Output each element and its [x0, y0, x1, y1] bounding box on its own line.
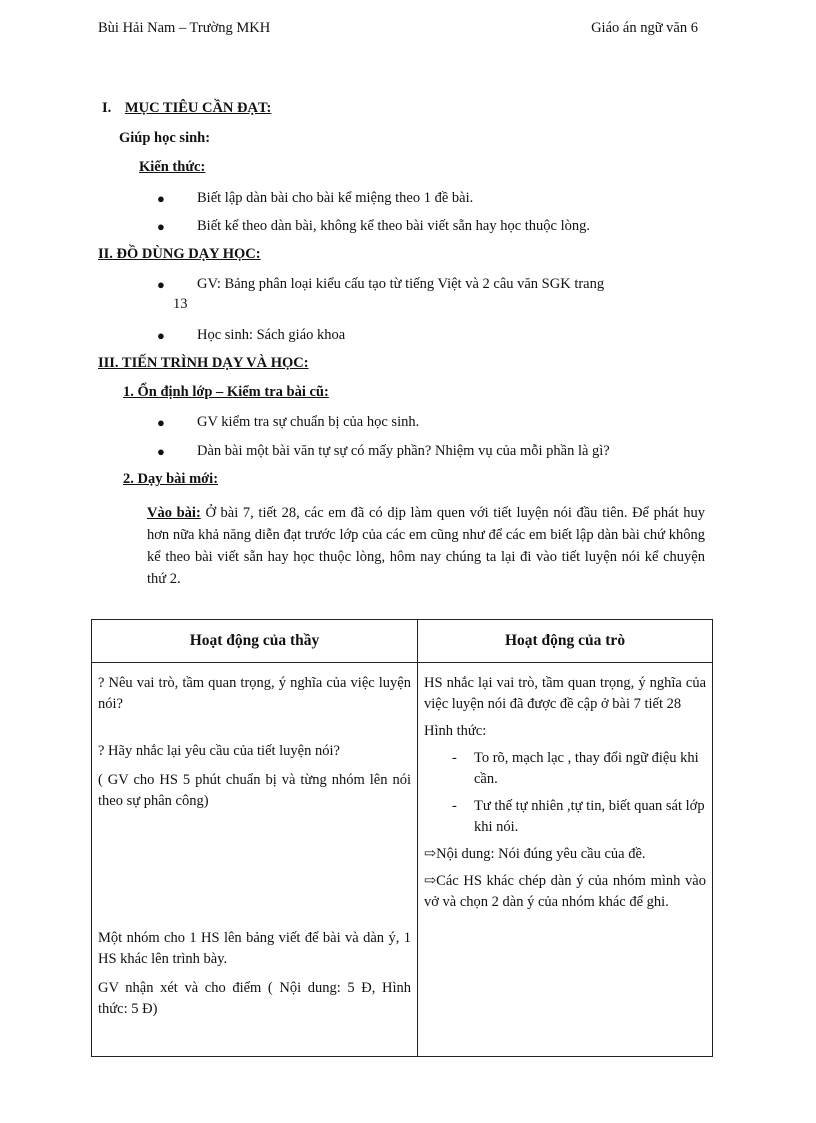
list-item: ● Dàn bài một bài văn tự sự có mấy phần? Nhiệm vụ của mỗi phần là gì? [197, 441, 717, 462]
bullet-icon: ● [157, 191, 165, 206]
bullet-icon: ● [157, 415, 165, 430]
table-row: GV nhận xét và cho điểm ( Nội dung: 5 Đ, Hình thức: 5 Đ) [98, 980, 411, 1017]
list-item: - To rõ, mạch lạc , thay đổi ngữ điệu khi cần. [452, 750, 699, 787]
bullet-icon: ● [157, 328, 165, 343]
section1-title: MỤC TIÊU CẦN ĐẠT: [124, 100, 272, 116]
section1-sub: Kiến thức: [139, 159, 206, 175]
section3-sub2: 2. Dạy bài mới: [123, 471, 219, 487]
header-title: Giáo án ngữ văn 6 [591, 20, 698, 36]
table-row: Một nhóm cho 1 HS lên bảng viết để bài và dàn ý, 1 HS khác lên trình bày. [98, 930, 411, 967]
list-item-continuation: 13 [173, 296, 188, 312]
column-header-student: Hoạt động của trò [418, 620, 713, 663]
bullet-icon: ● [157, 277, 165, 292]
section2-title: II. ĐỒ DÙNG DẠY HỌC: [98, 246, 261, 262]
table-row: ? Hãy nhắc lại yêu cầu của tiết luyện nói? [98, 743, 340, 759]
intro-text: Ở bài 7, tiết 28, các em đã có dịp làm quen với tiết luyện nói đầu tiên. Để phát huy hơn nữa khả năng diễn đạt trước lớp của các em cũng như để các em biết lập dàn bài chứ không kể theo bài viết sẵn hay học thuộc lòng, hôm nay chúng ta lại đi vào tiết luyện nói kể chuyện thứ 2. [147, 505, 705, 587]
table-row: HS nhắc lại vai trò, tầm quan trọng, ý nghĩa của việc luyện nói đã được đề cập ở bài 7 tiết 28 [424, 675, 706, 712]
section3-title: III. TIẾN TRÌNH DẠY VÀ HỌC: [98, 355, 309, 371]
activity-table [91, 619, 713, 1057]
table-row: Hình thức: [424, 723, 487, 739]
teacher-cell [92, 663, 418, 1057]
list-item: ● GV kiểm tra sự chuẩn bị của học sinh. [197, 412, 717, 433]
section1-heading [102, 100, 271, 117]
table-row: ( GV cho HS 5 phút chuẩn bị và từng nhóm lên nói theo sự phân công) [98, 772, 411, 809]
bullet-icon: ● [157, 219, 165, 234]
list-item: ● Biết kể theo dàn bài, không kể theo bài viết sẵn hay học thuộc lòng. [197, 216, 717, 237]
section1-number: I. [102, 100, 112, 116]
section3-sub1: 1. Ổn định lớp – Kiểm tra bài cũ: [123, 384, 329, 400]
list-item: ● Học sinh: Sách giáo khoa [197, 325, 717, 346]
intro-label: Vào bài: [147, 505, 201, 521]
column-header-teacher: Hoạt động của thầy [92, 620, 418, 663]
arrow-icon: ⇨ [424, 873, 437, 889]
list-item: - Tư thế tự nhiên ,tự tin, biết quan sát lớp khi nói. [452, 798, 705, 835]
table-row: ⇨Các HS khác chép dàn ý của nhóm mình vào vở và chọn 2 dàn ý của nhóm khác để ghi. [424, 873, 706, 910]
list-item: ● Biết lập dàn bài cho bài kể miệng theo 1 đề bài. [197, 188, 717, 209]
table-row: ⇨Nội dung: Nói đúng yêu cầu của đề. [424, 846, 646, 862]
section1-intro: Giúp học sinh: [119, 130, 211, 146]
intro-paragraph [147, 502, 705, 590]
bullet-icon: ● [157, 444, 165, 459]
header-author: Bùi Hải Nam – Trường MKH [98, 20, 271, 36]
arrow-icon: ⇨ [424, 846, 437, 862]
list-item: ● GV: Bảng phân loại kiểu cấu tạo từ tiếng Việt và 2 câu văn SGK trang [197, 274, 717, 295]
table-row: ? Nêu vai trò, tầm quan trọng, ý nghĩa của việc luyện nói? [98, 675, 411, 712]
student-cell [418, 663, 713, 1057]
